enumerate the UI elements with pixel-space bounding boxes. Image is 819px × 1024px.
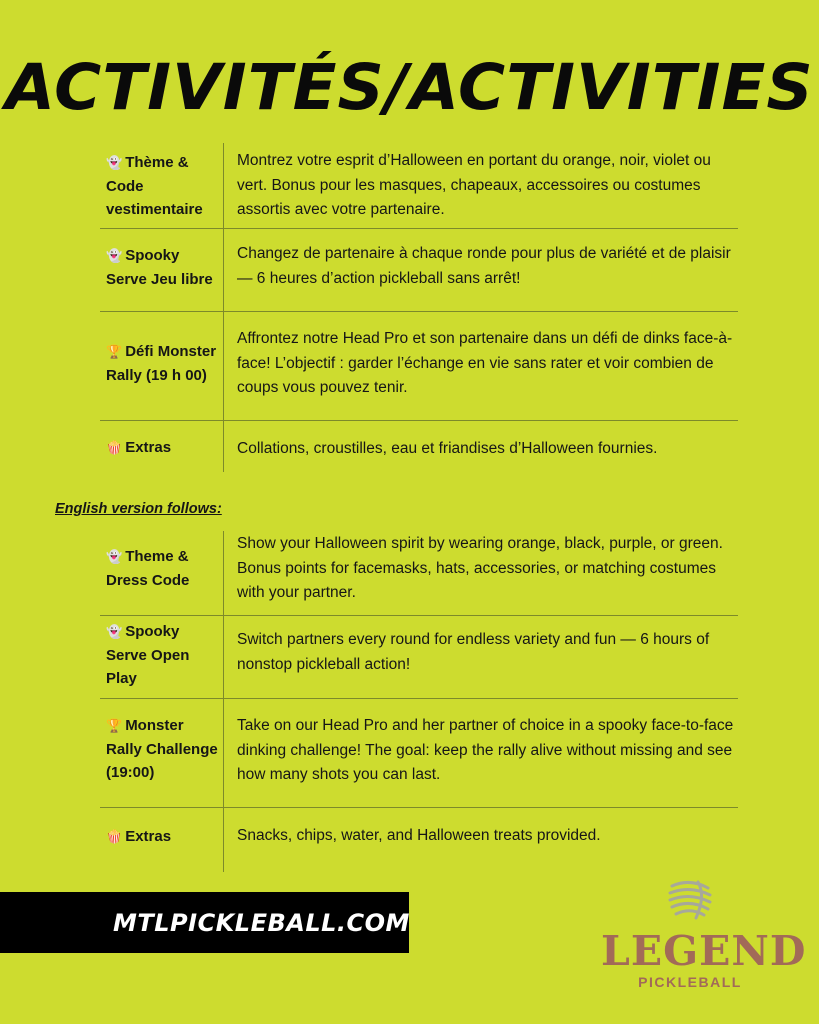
row-label: 🏆 Défi Monster Rally (19 h 00) (100, 312, 224, 420)
trophy-icon: 🏆 (106, 718, 123, 733)
row-description: Montrez votre esprit d’Halloween en portant du orange, noir, violet ou vert. Bonus pour les masques, chapeaux, accessoires ou costumes assortis avec votre partenaire. (237, 152, 711, 218)
ghost-icon: 👻 (106, 155, 123, 170)
row-label: 🍿 Extras (100, 808, 224, 872)
row-description: Show your Halloween spirit by wearing orange, black, purple, or green. Bonus points for facemasks, hats, accessories, or matching costumes with your partner. (237, 535, 723, 601)
row-label: 👻 Spooky Serve Open Play (100, 616, 224, 698)
english-version-note: English version follows: (55, 501, 222, 517)
row-description: Changez de partenaire à chaque ronde pour plus de variété et de plaisir — 6 heures d’action pickleball sans arrêt! (237, 245, 731, 287)
page-title: ACTIVITÉS/ACTIVITIES (5, 51, 814, 124)
row-label: 🍿 Extras (100, 421, 224, 472)
table-row (100, 699, 738, 808)
ghost-icon: 👻 (106, 549, 123, 564)
logo-wordmark: LEGEND (601, 927, 807, 975)
popcorn-icon: 🍿 (106, 440, 123, 455)
ghost-icon: 👻 (106, 248, 123, 263)
website-banner[interactable] (0, 892, 409, 953)
pickleball-logo-icon (668, 878, 712, 922)
logo-subtitle: PICKLEBALL (638, 974, 742, 990)
row-description: Take on our Head Pro and her partner of choice in a spooky face-to-face dinking challenge! The goal: keep the rally alive without missing and see how many shots you can last. (237, 717, 734, 783)
row-label: 🏆 Monster Rally Challenge (19:00) (100, 699, 224, 807)
table-row (100, 229, 738, 312)
table-row (100, 143, 738, 229)
row-label: 👻 Theme & Dress Code (100, 531, 224, 615)
english-activities-table (100, 531, 738, 872)
website-link[interactable]: MTLPICKLEBALL.COM (113, 908, 410, 937)
table-row (100, 531, 738, 616)
ghost-icon: 👻 (106, 624, 123, 639)
row-description: Snacks, chips, water, and Halloween treats provided. (237, 827, 601, 844)
row-label: 👻 Thème & Code vestimentaire (100, 143, 224, 228)
row-description: Switch partners every round for endless variety and fun — 6 hours of nonstop pickleball action! (237, 631, 710, 673)
row-label: 👻 Spooky Serve Jeu libre (100, 229, 224, 311)
table-row (100, 616, 738, 699)
table-row (100, 312, 738, 421)
french-activities-table (100, 143, 738, 472)
table-row (100, 421, 738, 472)
row-description: Affrontez notre Head Pro et son partenaire dans un défi de dinks face-à-face! L’objectif : garder l’échange en vie sans rater et voir combien de coups vous pouvez tenir. (237, 330, 733, 396)
trophy-icon: 🏆 (106, 344, 123, 359)
row-description: Collations, croustilles, eau et friandises d’Halloween fournies. (237, 440, 658, 457)
popcorn-icon: 🍿 (106, 829, 123, 844)
table-row (100, 808, 738, 872)
